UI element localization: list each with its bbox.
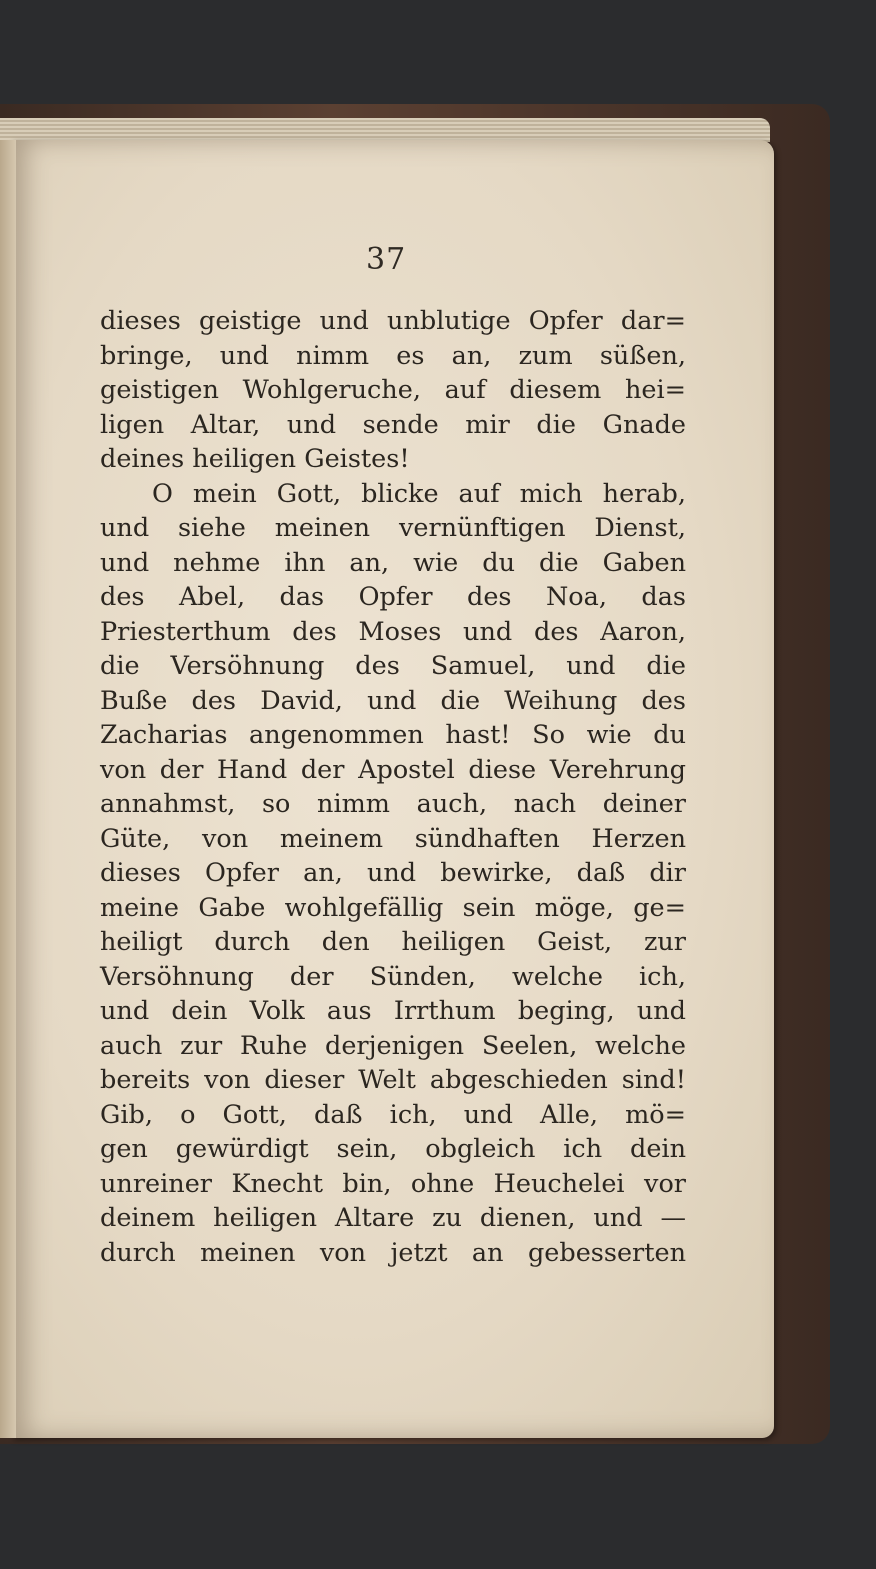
body-text bbox=[100, 304, 686, 1270]
text-line: Priesterthum des Moses und des Aaron, bbox=[100, 616, 686, 647]
page-gutter bbox=[0, 140, 16, 1438]
text-line: durch meinen von jetzt an gebesserten bbox=[100, 1237, 686, 1268]
page-edges bbox=[0, 118, 770, 142]
text-line: dieses Opfer an, und bewirke, daß dir bbox=[100, 858, 686, 888]
text-line: und dein Volk aus Irrthum beging, und bbox=[100, 996, 686, 1026]
text-line: Zacharias angenommen hast! So wie du bbox=[100, 720, 686, 750]
text-line: deines heiligen Geistes! bbox=[100, 444, 410, 474]
text-line: und nehme ihn an, wie du die Gaben bbox=[100, 547, 686, 578]
text-line: Versöhnung der Sünden, welche ich, bbox=[100, 961, 686, 992]
text-line: gen gewürdigt sein, obgleich ich dein bbox=[100, 1134, 686, 1164]
text-line: bereits von dieser Welt abgeschieden sind! bbox=[100, 1065, 686, 1095]
text-line: des Abel, das Opfer des Noa, das bbox=[100, 582, 686, 612]
text-line: Güte, von meinem sündhaften Herzen bbox=[100, 823, 686, 854]
text-line: heiligt durch den heiligen Geist, zur bbox=[100, 927, 686, 957]
text-line: deinem heiligen Altare zu dienen, und — bbox=[100, 1203, 686, 1233]
text-line: dieses geistige und unblutige Opfer dar= bbox=[100, 306, 686, 336]
text-line: O mein Gott, blicke auf mich herab, bbox=[152, 478, 686, 509]
text-line: Buße des David, und die Weihung des bbox=[100, 685, 686, 716]
text-line: geistigen Wohlgeruche, auf diesem hei= bbox=[100, 375, 686, 405]
text-line: und siehe meinen vernünftigen Dienst, bbox=[100, 513, 686, 543]
text-line: annahmst, so nimm auch, nach deiner bbox=[100, 789, 686, 819]
text-line: die Versöhnung des Samuel, und die bbox=[100, 651, 686, 681]
text-line: unreiner Knecht bin, ohne Heuchelei vor bbox=[100, 1168, 686, 1199]
text-line: von der Hand der Apostel diese Verehrung bbox=[100, 754, 686, 785]
text-line: ligen Altar, und sende mir die Gnade bbox=[100, 409, 686, 440]
text-line: meine Gabe wohlgefällig sein möge, ge= bbox=[100, 892, 686, 923]
page-number: 37 bbox=[366, 242, 407, 277]
text-line: auch zur Ruhe derjenigen Seelen, welche bbox=[100, 1030, 686, 1061]
text-line: bringe, und nimm es an, zum süßen, bbox=[100, 340, 686, 371]
text-line: Gib, o Gott, daß ich, und Alle, mö= bbox=[100, 1099, 686, 1130]
